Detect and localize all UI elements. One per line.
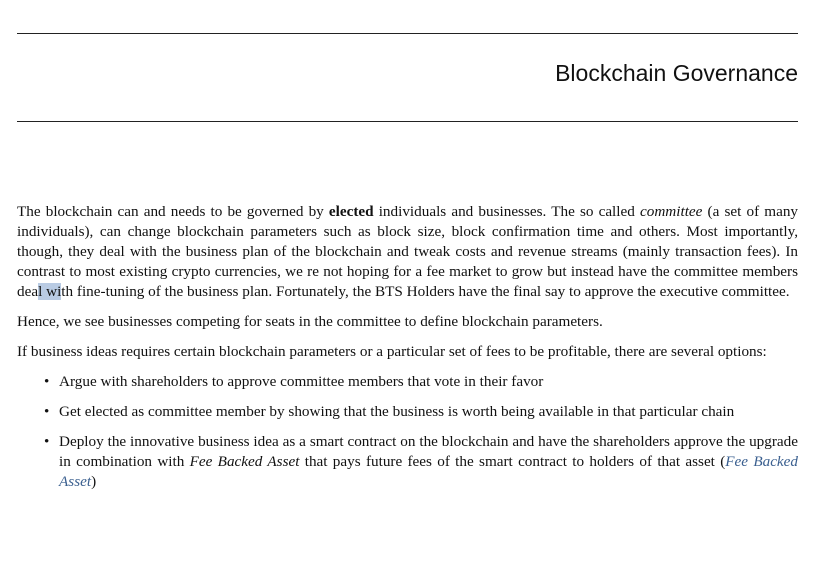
intro-text-2: individuals and businesses. The so called <box>373 203 640 220</box>
option-deploy-text-1: Deploy the innovative business idea as a smart contract on the blockchain and have the shareholders approve the upgrade in combination with <box>59 433 798 470</box>
paragraph-hence: Hence, we see businesses competing for seats in the committee to define blockchain parameters. <box>17 313 603 330</box>
header-bottom-rule <box>17 121 798 122</box>
option-item-deploy <box>59 432 798 492</box>
options-list <box>17 372 798 492</box>
option-deploy-text-3: ) <box>91 473 97 490</box>
document-body <box>17 202 798 502</box>
option-item-argue: • Argue with shareholders to approve committee members that vote in their favor <box>59 372 798 392</box>
intro-bold-elected: elected <box>328 203 374 220</box>
intro-italic-committee: committee <box>639 203 703 220</box>
header-top-rule <box>17 33 798 34</box>
intro-text-4: th fine-tuning of the business plan. Fortunately, the BTS Holders have the final say to approve the executive committee. <box>61 283 790 300</box>
fee-backed-asset-link[interactable]: Fee Backed Asset <box>59 453 799 490</box>
paragraph-options-intro: If business ideas requires certain blockchain parameters or a particular set of fees to be profitable, there are several options: <box>17 343 767 360</box>
text-selection-highlight[interactable]: l wi <box>38 283 62 300</box>
option-deploy-text-2: that pays future fees of the smart contract to holders of that asset ( <box>299 453 726 470</box>
intro-text-3: (a set of many individuals), can change blockchain parameters such as block size, block confirmation time and others. Most importantly, though, they deal with the business plan of the blockchain and tweak costs and revenue streams (mainly transaction fees). In contrast to most existing crypto currencies, we re not hoping for a fee market to grow but instead have the committee members dea <box>17 203 799 300</box>
paragraph-intro <box>17 202 798 302</box>
option-deploy-italic: Fee Backed Asset <box>189 453 300 470</box>
intro-text-1: The blockchain can and needs to be governed by <box>17 203 329 220</box>
option-item-elected: • Get elected as committee member by showing that the business is worth being available in that particular chain <box>59 402 798 422</box>
page-title: Blockchain Governance <box>555 60 798 86</box>
